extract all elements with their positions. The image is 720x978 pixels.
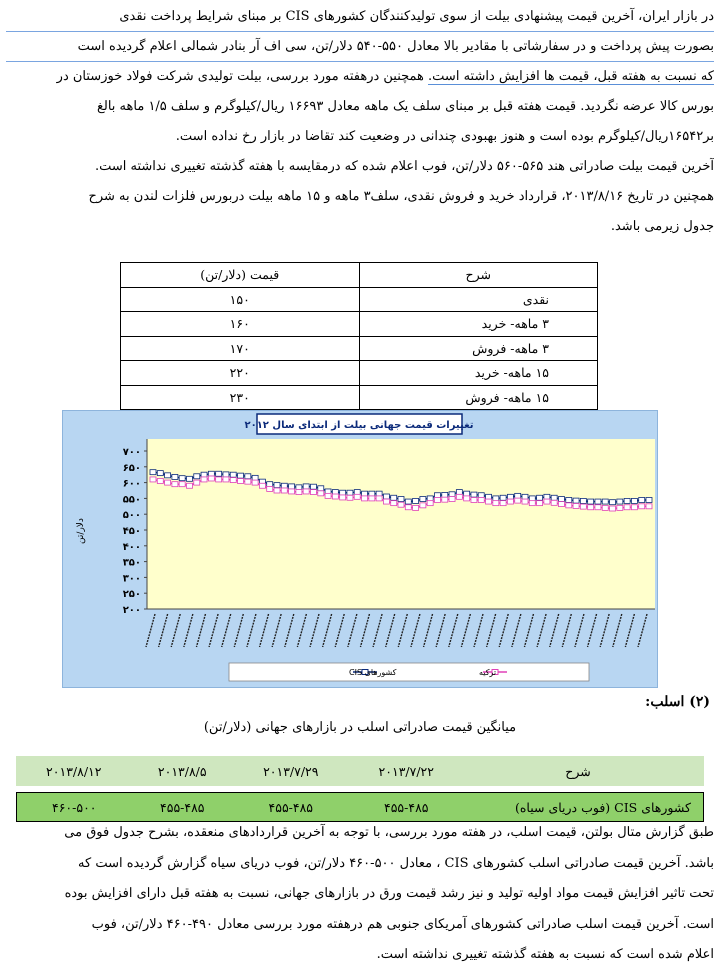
y-tick-label: ۳۵۰	[122, 557, 141, 569]
data-point	[216, 477, 222, 482]
data-point	[610, 506, 616, 511]
data-point	[434, 493, 440, 498]
y-tick-label: ۴۵۰	[122, 526, 141, 537]
table-cell: ۲۳۰	[121, 385, 360, 410]
data-point	[537, 501, 543, 506]
y-tick-label: ۵۵۰	[122, 494, 141, 506]
x-tick-label	[638, 614, 647, 647]
data-point	[566, 503, 572, 508]
data-point	[500, 495, 506, 500]
text-line: طبق گزارش متال بولتن، قیمت اسلب، در هفته مورد بررسی، با توجه به آخرین قراردادهای منعقده، بشرح جدول فوق می	[64, 825, 714, 840]
table-row	[121, 287, 598, 312]
data-point	[208, 471, 214, 476]
data-point	[529, 496, 535, 501]
text-line: اعلام شده است که نسبت به هفته گذشته تغییری نداشته است.	[376, 947, 714, 962]
data-point	[391, 501, 397, 506]
y-tick-label: ۵۰۰	[122, 510, 141, 522]
data-point	[522, 499, 528, 504]
data-point	[172, 474, 178, 479]
data-point	[595, 499, 601, 504]
x-tick-label	[285, 614, 294, 647]
data-point	[588, 499, 594, 504]
x-tick-label	[335, 614, 344, 647]
data-point	[354, 494, 360, 499]
data-point	[362, 491, 368, 496]
data-point	[347, 490, 353, 495]
data-point	[310, 484, 316, 489]
x-tick-label	[348, 614, 357, 647]
x-tick-label	[474, 614, 483, 647]
x-tick-label	[159, 614, 168, 647]
data-point	[427, 501, 433, 506]
data-point	[383, 494, 389, 499]
data-point	[500, 501, 506, 506]
data-point	[588, 505, 594, 510]
text-line: بر۱۶۵۴۲ریال/کیلوگرم بوده است و هنوز بهبودی چندانی در وضعیت کند تقاضا در بازار رخ نداده است.	[175, 129, 714, 144]
data-point	[194, 480, 200, 485]
data-point	[347, 495, 353, 500]
table-cell: ۴۵۵-۴۸۵	[233, 792, 348, 822]
data-point	[376, 496, 382, 501]
data-point	[544, 494, 550, 499]
data-point	[391, 495, 397, 500]
table-cell: ۴۵۵-۴۸۵	[132, 792, 234, 822]
table-row	[121, 312, 598, 337]
data-point	[289, 484, 295, 489]
sentence: همچنین درهفته مورد بررسی، بیلت تولیدی شرکت فولاد خوزستان در	[56, 69, 429, 84]
data-point	[274, 483, 280, 488]
data-point	[471, 497, 477, 502]
data-point	[507, 499, 513, 504]
data-point	[639, 497, 645, 502]
table-header: شرح	[359, 263, 598, 288]
data-point	[427, 496, 433, 501]
table-cell: ۳ ماهه- خرید	[359, 312, 598, 337]
table-header: شرح	[464, 756, 704, 786]
data-point	[529, 501, 535, 506]
data-point	[289, 489, 295, 494]
data-point	[267, 482, 273, 487]
table-cell: ۴۵۵-۴۸۵	[349, 792, 464, 822]
data-point	[296, 490, 302, 495]
x-ticks	[146, 609, 655, 647]
x-tick-label	[499, 614, 508, 647]
x-tick-label	[625, 614, 634, 647]
text-line: آخرین قیمت بیلت صادراتی هند ۵۶۵-۵۶۰ دلار/تن، فوب اعلام شده که درمقایسه با هفته گذشته تغییری نداشته است.	[94, 159, 714, 174]
table-row	[121, 385, 598, 410]
data-point	[486, 494, 492, 499]
data-point	[274, 488, 280, 493]
data-point	[602, 505, 608, 510]
data-point	[522, 494, 528, 499]
data-point	[471, 492, 477, 497]
x-tick-label	[146, 614, 155, 647]
data-point	[281, 488, 287, 493]
data-point	[150, 470, 156, 475]
x-tick-label	[600, 614, 609, 647]
data-point	[456, 490, 462, 495]
data-point	[464, 496, 470, 501]
data-point	[165, 480, 171, 485]
data-point	[646, 497, 652, 502]
x-tick-label	[575, 614, 584, 647]
data-point	[179, 482, 185, 487]
chart-title: تغییرات قیمت جهانی بیلت از ابتدای سال ۲۰۱۲	[244, 420, 474, 431]
table-cell: ۲۲۰	[121, 361, 360, 386]
slab-price-table	[16, 750, 704, 828]
data-point	[369, 491, 375, 496]
x-tick-label	[411, 614, 420, 647]
y-tick-label: ۲۵۰	[122, 589, 141, 601]
data-point	[537, 495, 543, 500]
x-tick-label	[524, 614, 533, 647]
data-point	[405, 505, 411, 510]
data-point	[420, 503, 426, 508]
data-point	[493, 496, 499, 501]
table-cell: ۱۵۰	[121, 287, 360, 312]
data-point	[624, 505, 630, 510]
table-header: ۲۰۱۳/۷/۲۲	[349, 756, 464, 786]
data-point	[223, 472, 229, 477]
x-tick-label	[512, 614, 521, 647]
y-ticks	[123, 447, 147, 616]
data-point	[332, 494, 338, 499]
legend-box	[229, 663, 589, 681]
table-cell: ۱۵ ماهه- خرید	[359, 361, 598, 386]
billet-price-chart	[62, 410, 658, 688]
text-line: جدول زیرمی باشد.	[610, 219, 714, 234]
table-header: ۲۰۱۳/۸/۵	[132, 756, 234, 786]
data-point	[238, 479, 244, 484]
y-axis-label: دلار/تن	[76, 518, 86, 544]
data-point	[405, 499, 411, 504]
data-point	[449, 497, 455, 502]
data-point	[245, 474, 251, 479]
data-point	[486, 499, 492, 504]
text-line: در بازار ایران، آخرین قیمت پیشنهادی بیلت از سوی تولیدکنندگان کشورهای CIS بر مبنای شرایط پرداخت نقدی	[6, 2, 714, 32]
data-point	[507, 494, 513, 499]
text-line: بورس کالا عرضه نگردید. قیمت هفته قبل بر مبنای سلف یک ماهه معادل ۱۶۶۹۳ ریال/کیلوگرم و سلف ۱/۵ ماهه بالغ	[96, 99, 714, 114]
data-point	[186, 483, 192, 488]
x-tick-label	[234, 614, 243, 647]
x-tick-label	[461, 614, 470, 647]
paragraph-billet-details	[6, 62, 714, 242]
data-point	[558, 497, 564, 502]
data-point	[157, 471, 163, 476]
data-point	[318, 486, 324, 491]
data-point	[398, 502, 404, 507]
table-cell: ۱۵ ماهه- فروش	[359, 385, 598, 410]
data-point	[413, 505, 419, 510]
data-point	[376, 491, 382, 496]
data-point	[580, 498, 586, 503]
data-point	[624, 498, 630, 503]
data-point	[456, 494, 462, 499]
data-point	[595, 505, 601, 510]
data-point	[369, 496, 375, 501]
data-point	[449, 492, 455, 497]
table-cell: کشورهای CIS (فوب دریای سیاه)	[464, 792, 704, 822]
y-tick-label: ۲۰۰	[122, 605, 141, 616]
legend-label: ترکیه	[479, 668, 497, 677]
paragraph-billet-iran	[6, 2, 714, 62]
data-point	[340, 490, 346, 495]
data-point	[230, 472, 236, 477]
table-row	[121, 361, 598, 386]
chart-canvas	[63, 411, 659, 689]
table-cell: نقدی	[359, 287, 598, 312]
x-tick-label	[449, 614, 458, 647]
data-point	[157, 479, 163, 484]
data-point	[442, 497, 448, 502]
x-tick-label	[588, 614, 597, 647]
table-header: ۲۰۱۳/۸/۱۲	[16, 756, 132, 786]
x-tick-label	[260, 614, 269, 647]
y-tick-label: ۶۰۰	[122, 478, 141, 490]
data-point	[383, 499, 389, 504]
legend-label: کشورهای CIS	[349, 668, 397, 677]
text-line	[6, 62, 714, 92]
data-point	[413, 498, 419, 503]
data-point	[602, 499, 608, 504]
data-point	[566, 497, 572, 502]
table-header: قیمت (دلار/تن)	[121, 263, 360, 288]
text-line: بصورت پیش پرداخت و در سفارشاتی با مقادیر بالا معادل ۵۵۰-۵۴۰ دلار/تن، سی اف آر بنادر شمالی اعلام گردیده است	[6, 32, 714, 62]
data-point	[238, 473, 244, 478]
data-point	[230, 478, 236, 483]
data-point	[325, 493, 331, 498]
data-point	[420, 497, 426, 502]
y-tick-label: ۳۰۰	[122, 573, 141, 585]
data-point	[573, 498, 579, 503]
data-point	[631, 498, 637, 503]
data-point	[259, 483, 265, 488]
section-heading-slab: (۲) اسلب:	[645, 694, 710, 710]
x-tick-label	[222, 614, 231, 647]
lme-billet-table	[120, 262, 598, 410]
x-tick-label	[386, 614, 395, 647]
text-line: همچنین در تاریخ ۲۰۱۳/۸/۱۶، قرارداد خرید و فروش نقدی، سلف۳ ماهه و ۱۵ ماهه بیلت دربورس فلزات لندن به شرح	[88, 189, 714, 204]
data-point	[165, 473, 171, 478]
x-tick-label	[297, 614, 306, 647]
data-point	[464, 491, 470, 496]
data-point	[150, 477, 156, 482]
x-tick-label	[184, 614, 193, 647]
data-point	[617, 505, 623, 510]
data-point	[478, 497, 484, 502]
data-point	[398, 497, 404, 502]
x-tick-label	[196, 614, 205, 647]
table-header-row	[121, 263, 598, 288]
data-point	[646, 504, 652, 509]
data-point	[186, 476, 192, 481]
data-point	[610, 500, 616, 505]
data-point	[267, 486, 273, 491]
data-point	[631, 505, 637, 510]
data-point	[296, 485, 302, 490]
table-header: ۲۰۱۳/۷/۲۹	[233, 756, 348, 786]
x-tick-label	[171, 614, 180, 647]
y-tick-label: ۶۵۰	[122, 462, 141, 474]
text-line: باشد. آخرین قیمت صادراتی اسلب کشورهای CIS ، معادل ۵۰۰-۴۶۰ دلار/تن، فوب دریای سیاه گزارش گردیده است که	[78, 855, 714, 871]
data-point	[194, 474, 200, 479]
x-tick-label	[550, 614, 559, 647]
data-point	[617, 499, 623, 504]
data-point	[515, 498, 521, 503]
x-tick-label	[247, 614, 256, 647]
data-point	[216, 471, 222, 476]
table-header-row	[16, 756, 704, 786]
data-point	[303, 484, 309, 489]
x-tick-label	[562, 614, 571, 647]
data-point	[362, 496, 368, 501]
paragraph-slab-report	[6, 818, 714, 971]
x-tick-label	[436, 614, 445, 647]
data-point	[493, 501, 499, 506]
table-cell: ۱۶۰	[121, 312, 360, 337]
data-point	[573, 503, 579, 508]
table-cell: ۳ ماهه- فروش	[359, 336, 598, 361]
x-tick-label	[272, 614, 281, 647]
table-row	[121, 336, 598, 361]
data-point	[281, 483, 287, 488]
y-tick-label: ۴۰۰	[122, 541, 141, 553]
data-point	[639, 504, 645, 509]
x-tick-label	[537, 614, 546, 647]
x-tick-label	[209, 614, 218, 647]
data-point	[434, 497, 440, 502]
data-point	[252, 475, 258, 480]
data-point	[478, 493, 484, 498]
x-tick-label	[323, 614, 332, 647]
underlined-sentence: که نسبت به هفته قبل، قیمت ها افزایش داشته است.	[428, 69, 714, 84]
x-tick-label	[613, 614, 622, 647]
data-point	[208, 476, 214, 481]
x-tick-label	[373, 614, 382, 647]
data-point	[318, 491, 324, 496]
text-line: تحت تاثیر افزایش قیمت مواد اولیه تولید و نیز رشد قیمت ورق در بازارهای جهانی، نسبت به هفته قبل دارای افزایش بوده	[64, 886, 714, 901]
data-point	[551, 500, 557, 505]
data-point	[340, 495, 346, 500]
slab-table-caption: میانگین قیمت صادراتی اسلب در بازارهای جهانی (دلار/تن)	[203, 720, 517, 735]
data-point	[201, 477, 207, 482]
text-line: است. آخرین قیمت اسلب صادراتی کشورهای آمریکای جنوبی هم درهفته مورد بررسی معادل ۴۹۰-۴۶۰ دلار/تن، فوب	[91, 916, 714, 932]
data-point	[442, 492, 448, 497]
data-point	[172, 482, 178, 487]
x-tick-label	[398, 614, 407, 647]
data-point	[558, 502, 564, 507]
table-cell: ۱۷۰	[121, 336, 360, 361]
data-point	[303, 489, 309, 494]
data-point	[551, 495, 557, 500]
data-point	[544, 499, 550, 504]
x-tick-label	[424, 614, 433, 647]
data-point	[252, 480, 258, 485]
table-cell: ۴۶۰-۵۰۰	[16, 792, 132, 822]
data-point	[201, 472, 207, 477]
y-tick-label: ۷۰۰	[122, 447, 141, 458]
data-point	[179, 476, 185, 481]
plot-area	[147, 439, 655, 609]
data-point	[354, 490, 360, 495]
data-point	[310, 490, 316, 495]
x-tick-label	[487, 614, 496, 647]
data-point	[580, 504, 586, 509]
data-point	[223, 477, 229, 482]
x-tick-label	[310, 614, 319, 647]
data-point	[245, 479, 251, 484]
x-tick-label	[360, 614, 369, 647]
data-point	[515, 493, 521, 498]
